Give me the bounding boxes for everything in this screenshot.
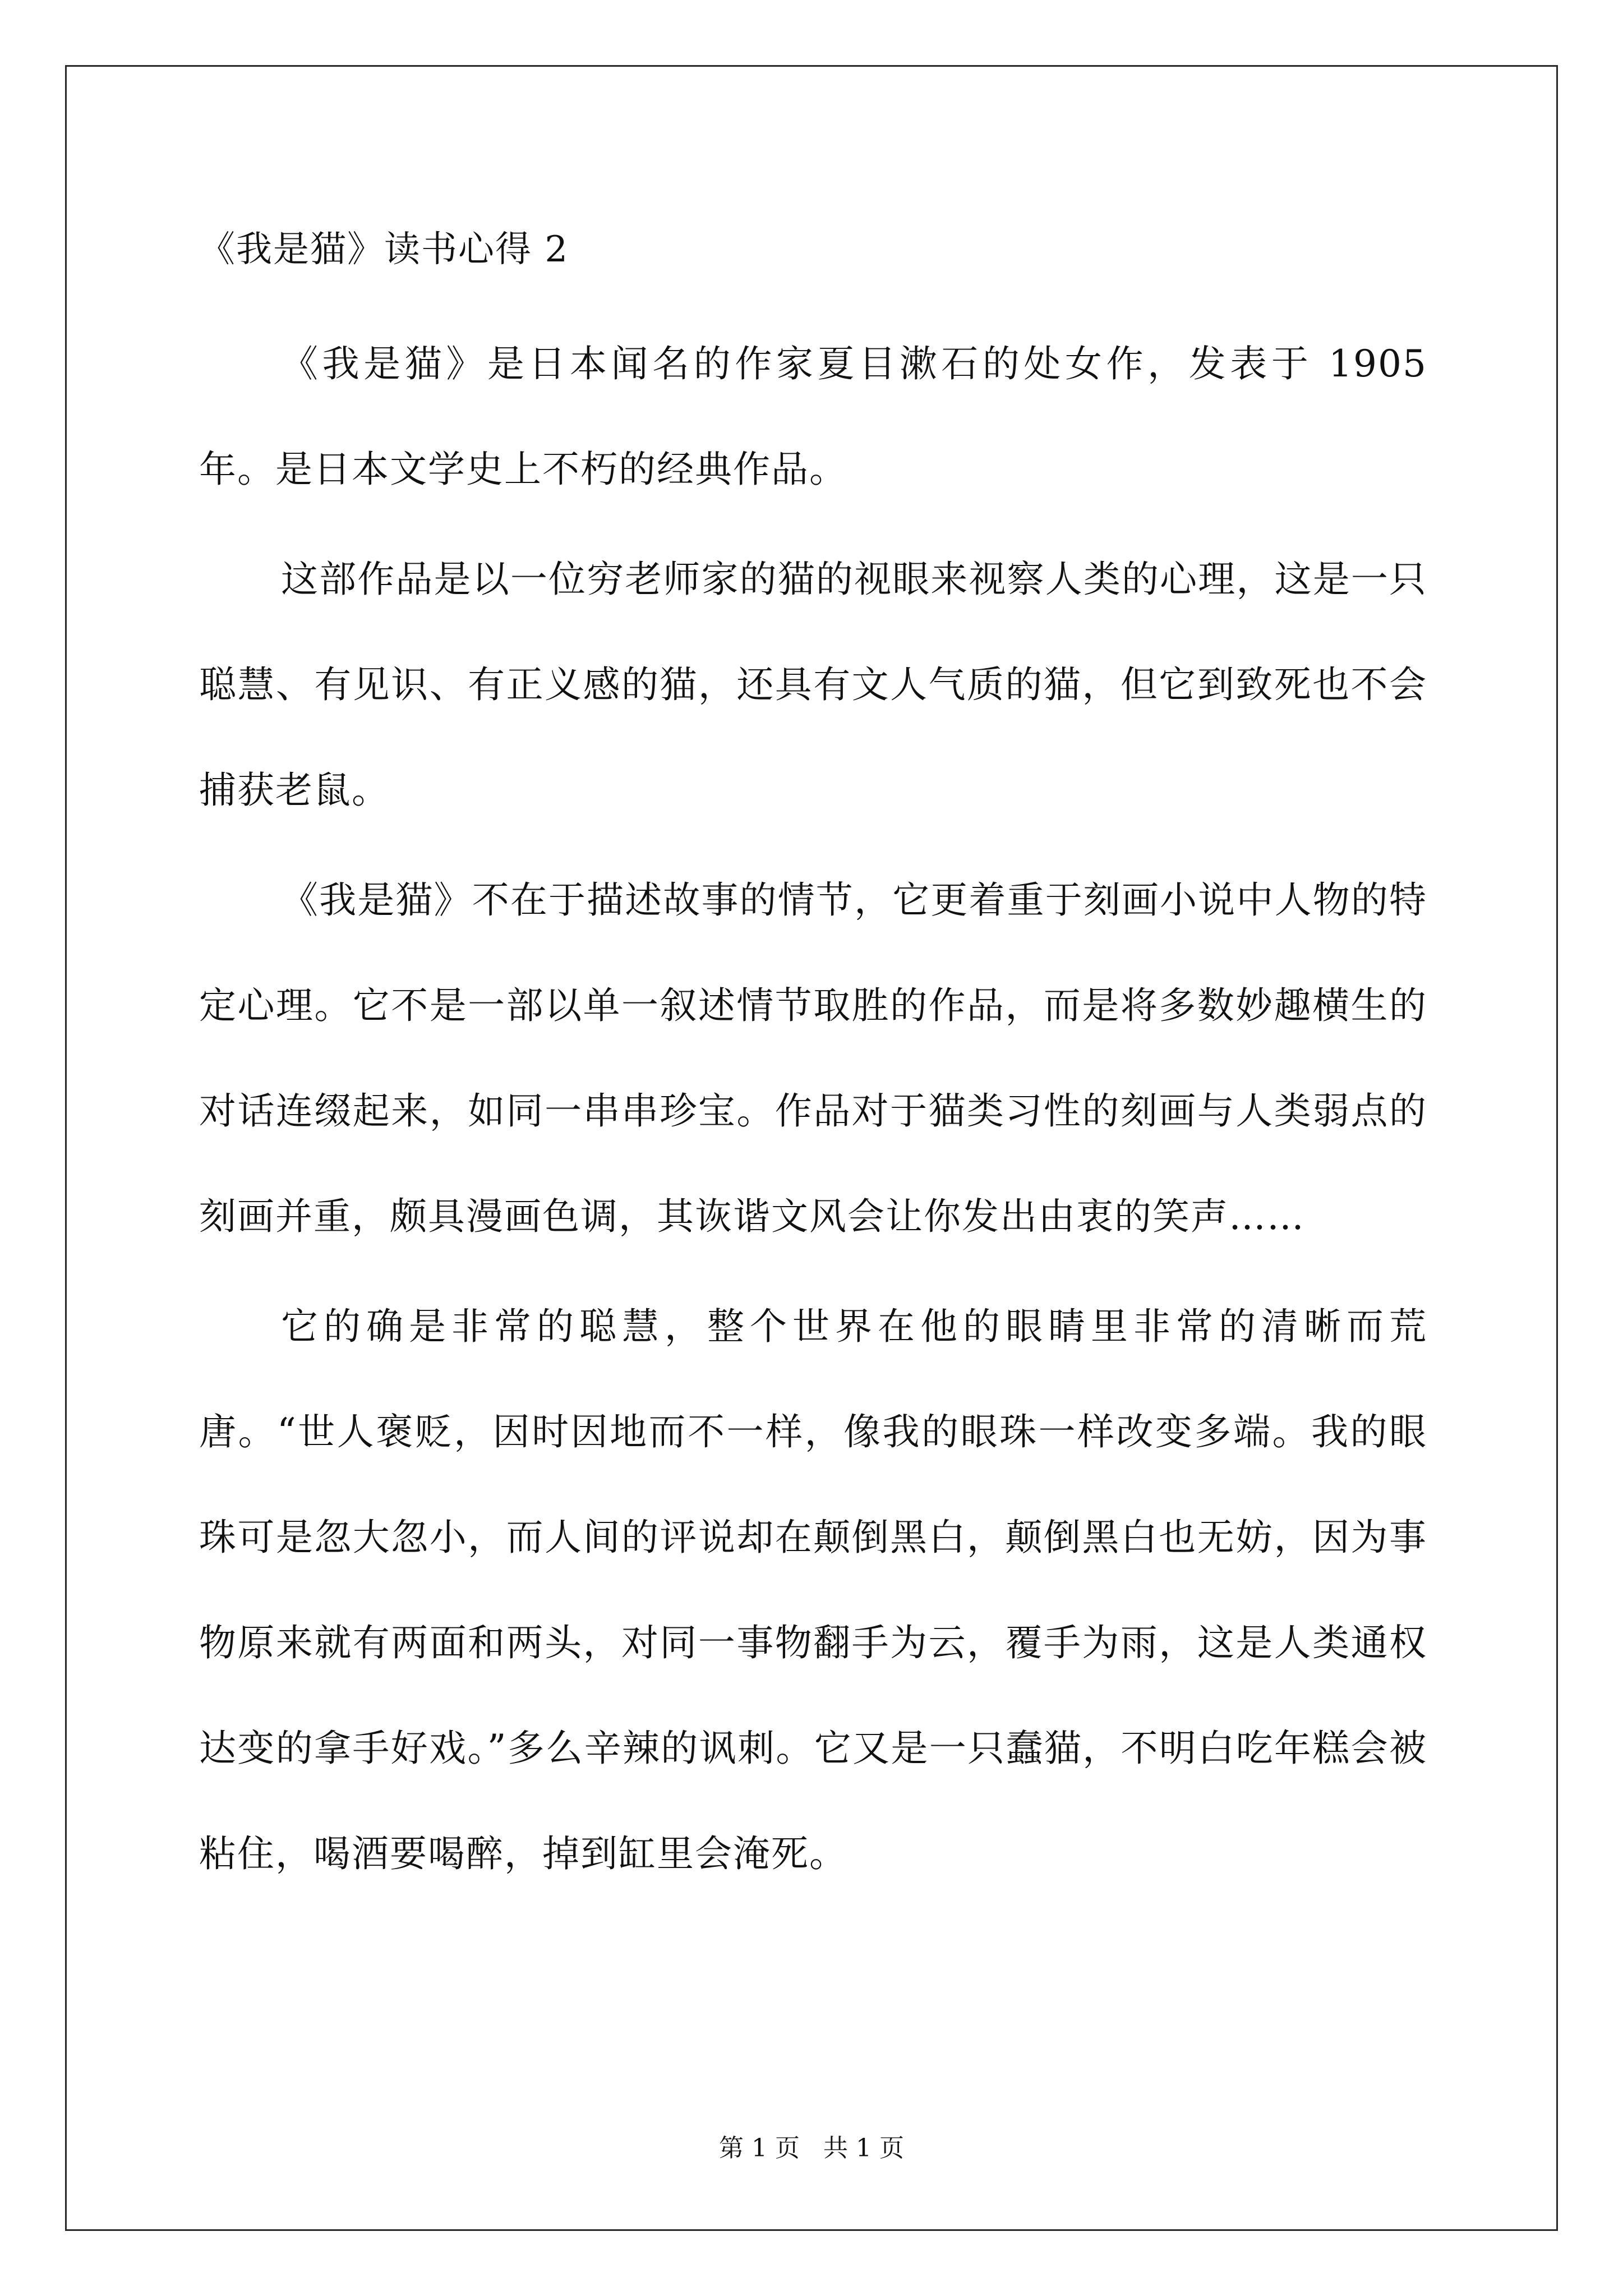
paragraph-4: 它的确是非常的聪慧，整个世界在他的眼睛里非常的清晰而荒唐。“世人褒贬，因时因地而不一样，像我的眼珠一样改变多端。我的眼珠可是忽大忽小，而人间的评说却在颠倒黑白，颠倒黑白也无妨，因为事物原来就有两面和两头，对同一事物翻手为云，覆手为雨，这是人类通权达变的拿手好戏。”多么辛辣的讽刺。它又是一只蠢猫，不明白吃年糕会被粘住，喝酒要喝醉，掉到缸里会淹死。 xyxy=(199,1305,1427,1875)
paragraph-2: 这部作品是以一位穷老师家的猫的视眼来视察人类的心理，这是一只聪慧、有见识、有正义感的猫，还具有文人气质的猫，但它到致死也不会捕获老鼠。 xyxy=(199,558,1427,812)
paragraph-1: 《我是猫》是日本闻名的作家夏目漱石的处女作，发表于 1905 年。是日本文学史上不朽的经典作品。 xyxy=(199,342,1427,491)
document-body xyxy=(199,222,1427,1907)
page-footer: 第 1 页 共 1 页 xyxy=(719,2134,904,2162)
document-title: 《我是猫》读书心得 2 xyxy=(199,229,569,270)
paragraph-3: 《我是猫》不在于描述故事的情节，它更着重于刻画小说中人物的特定心理。它不是一部以单一叙述情节取胜的作品，而是将多数妙趣横生的对话连缀起来，如同一串串珍宝。作品对于猫类习性的刻画与人类弱点的刻画并重，颇具漫画色调，其诙谐文风会让你发出由衷的笑声…… xyxy=(199,878,1427,1238)
